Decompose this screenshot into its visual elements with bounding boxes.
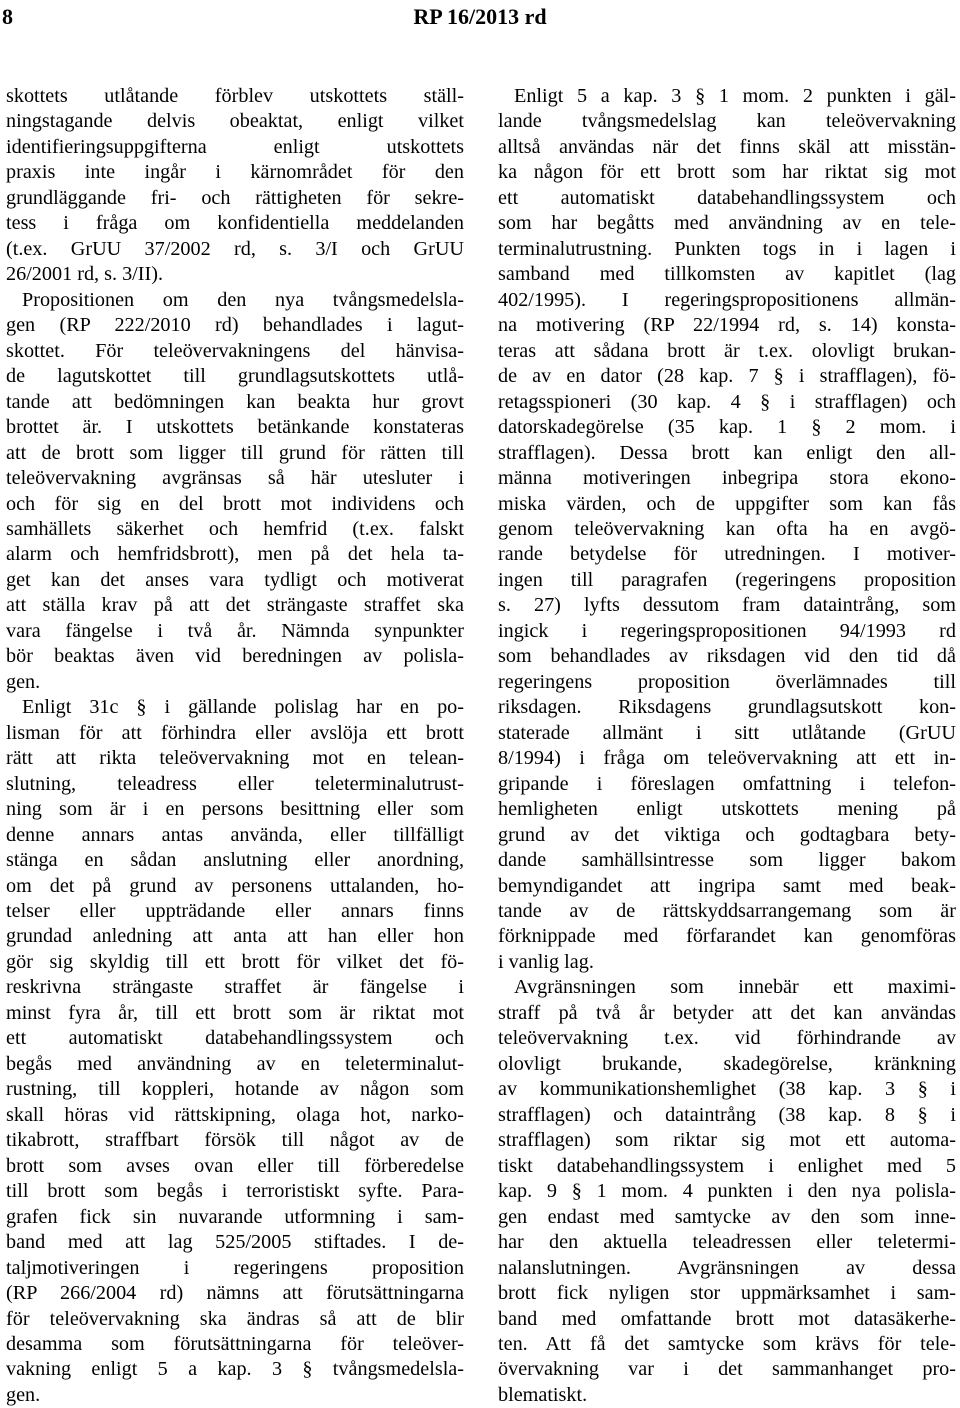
- text-line: tande av de rättskyddsarrangemang som är: [498, 900, 956, 922]
- text-line: blematiskt.: [498, 1383, 588, 1406]
- text-line: get kan det anses vara tydligt och motiverat: [6, 568, 464, 591]
- text-line: Enligt 31c § i gällande polislag har en po-: [22, 696, 464, 719]
- text-line: för teleövervakning ska ändras så att de blir: [6, 1307, 464, 1330]
- text-line: ka någon för ett brott som har riktat sig mot: [498, 161, 956, 184]
- text-line: desamma som förutsättningarna för teleöver-: [6, 1332, 464, 1355]
- text-line: bör beaktas även vid beredningen av polisla-: [6, 645, 464, 668]
- text-line: grafen fick sin nuvarande utformning i sam-: [6, 1205, 464, 1228]
- text-line: ett automatiskt databehandlingssystem och: [6, 1027, 464, 1050]
- text-line: vara fängelse i två år. Nämnda synpunkter: [6, 619, 464, 642]
- text-line: kap. 9 § 1 mom. 4 punkten i den nya polisla-: [498, 1180, 956, 1203]
- text-line: alltså användas när det finns skäl att misstän-: [498, 135, 956, 158]
- text-line: staterade allmänt i sitt utlåtande (GrUU: [498, 721, 956, 744]
- text-line: strafflagen). Dessa brott kan enligt den all-: [498, 441, 956, 464]
- text-line: samhällets säkerhet och hemfrid (t.ex. falskt: [6, 517, 464, 540]
- text-line: gör sig skyldig till ett brott för vilket det fö-: [6, 950, 464, 973]
- text-line: om det på grund av personens uttalanden, ho-: [6, 874, 464, 897]
- text-line: gen.: [6, 1383, 41, 1406]
- text-line: terminalutrustning. Punkten togs in i lagen i: [498, 237, 956, 260]
- text-line: straff på två år betyder att det kan användas: [498, 1001, 956, 1024]
- text-line: brottet är. I utskottets betänkande konstateras: [6, 416, 464, 439]
- text-line: rande betydelse för utredningen. I motiver-: [498, 543, 956, 566]
- text-line: rustning, till koppleri, hotande av någon som: [6, 1078, 464, 1101]
- text-line: begås med användning av en teleterminalut-: [6, 1052, 464, 1075]
- text-line: identifieringsuppgifterna enligt utskottets: [6, 135, 464, 158]
- text-line: tess i fråga om konfidentiella meddelanden: [6, 212, 464, 235]
- text-line: har den aktuella teleadressen eller teletermi-: [498, 1231, 956, 1254]
- text-line: lisman för att förhindra eller avslöja ett brott: [6, 721, 464, 744]
- text-line: s. 27) lyfts dessutom fram dataintrång, som: [498, 594, 956, 617]
- text-line: ett automatiskt databehandlingssystem och: [498, 186, 956, 209]
- text-line: grundläggande fri- och rättigheten för sekre-: [6, 186, 464, 209]
- text-line: att ställa krav på att det strängaste straffet ska: [6, 594, 464, 617]
- text-line: övervakning var i det sammanhanget pro-: [498, 1358, 956, 1381]
- text-line: Propositionen om den nya tvångsmedelsla-: [22, 288, 464, 311]
- text-line: i vanlig lag.: [498, 950, 594, 973]
- text-line: brott fick nyligen stor uppmärksamhet i sam-: [498, 1282, 956, 1305]
- text-line: och för sig en del brott mot individens och: [6, 492, 464, 515]
- text-line: männa motiveringen inbegripa stora ekono-: [498, 467, 956, 490]
- text-line: taljmotiveringen i regeringens proposition: [6, 1256, 464, 1279]
- text-line: brott som avses ovan eller till förberedelse: [6, 1154, 464, 1177]
- text-line: retagsspioneri (30 kap. 4 § i strafflagen) och: [498, 390, 956, 413]
- text-line: samband med tillkomsten av kapitlet (lag: [498, 263, 956, 286]
- text-line: alarm och hemfridsbrott), men på det hela ta-: [6, 543, 464, 566]
- right-text-column: [498, 84, 956, 1408]
- text-line: denne annars antas använda, eller tillfälligt: [6, 823, 464, 846]
- text-line: ingen till paragrafen (regeringens proposition: [498, 568, 956, 591]
- text-line: na motivering (RP 22/1994 rd, s. 14) konsta-: [498, 314, 956, 337]
- text-line: ning som är i en persons besittning eller som: [6, 798, 464, 821]
- text-line: (t.ex. GrUU 37/2002 rd, s. 3/I och GrUU: [6, 237, 464, 260]
- text-line: vakning enligt 5 a kap. 3 § tvångsmedelsla-: [6, 1358, 464, 1381]
- text-line: riksdagen. Riksdagens grundlagsutskott kon-: [498, 696, 956, 719]
- text-line: gen.: [6, 670, 41, 693]
- text-line: gen endast med samtycke av den som inne-: [498, 1205, 956, 1228]
- text-line: Avgränsningen som innebär ett maximi-: [514, 976, 956, 999]
- text-line: miska värden, och de uppgifter som kan fås: [498, 492, 956, 515]
- text-line: teleövervakning t.ex. vid förhindrande av: [498, 1027, 956, 1050]
- text-line: gripande i föreslagen omfattning i telefon-: [498, 772, 956, 795]
- text-line: band med att lag 525/2005 stiftades. I de-: [6, 1231, 464, 1254]
- text-line: hemligheten enligt utskottets mening på: [498, 798, 956, 821]
- text-line: strafflagen) som riktar sig mot ett automa-: [498, 1129, 956, 1152]
- text-line: skottets utlåtande förblev utskottets ställ-: [6, 85, 464, 107]
- text-line: ten. Att få det samtycke som krävs för tele-: [498, 1332, 956, 1355]
- text-line: lande tvångsmedelslag kan teleövervakning: [498, 110, 956, 133]
- text-line: bemyndigandet att ingripa samt med beak-: [498, 874, 956, 897]
- text-line: nalanslutningen. Avgränsningen av dessa: [498, 1256, 956, 1279]
- text-line: (RP 266/2004 rd) nämns att förutsättningarna: [6, 1282, 464, 1305]
- text-line: strafflagen) och dataintrång (38 kap. 8 § i: [498, 1103, 956, 1126]
- text-line: tikabrott, straffbart försök till något av de: [6, 1129, 464, 1152]
- text-line: Enligt 5 a kap. 3 § 1 mom. 2 punkten i gäl-: [514, 85, 956, 107]
- text-line: av kommunikationshemlighet (38 kap. 3 § i: [498, 1078, 956, 1101]
- text-line: som behandlades av riksdagen vid den tid då: [498, 645, 956, 668]
- text-line: telser eller uppträdande eller annars finns: [6, 900, 464, 922]
- text-line: rätt att rikta teleövervakning mot en telean-: [6, 747, 464, 770]
- page-header: [0, 0, 960, 40]
- text-line: grund av det viktiga och godtagbara bety-: [498, 823, 956, 846]
- text-line: förknippade med förfarandet kan genomföras: [498, 925, 956, 948]
- text-line: minst fyra år, till ett brott som är riktat mot: [6, 1001, 464, 1024]
- text-line: band med omfattande brott mot datasäkerhe-: [498, 1307, 956, 1330]
- text-line: stänga en sådan anslutning eller anordning,: [6, 849, 464, 872]
- left-text-column: [6, 84, 464, 1408]
- text-line: teleövervakning avgränsas så här utesluter i: [6, 467, 464, 490]
- text-line: tande att bedömningen kan beakta hur grovt: [6, 390, 464, 413]
- text-line: teras att sådana brott är t.ex. olovligt brukan-: [498, 339, 956, 362]
- text-line: ingick i regeringspropositionen 94/1993 rd: [498, 619, 956, 642]
- text-line: olovligt brukande, skadegörelse, kränkning: [498, 1052, 956, 1075]
- text-line: ningstagande delvis obeaktat, enligt vilket: [6, 110, 464, 133]
- text-line: till brott som begås i terroristiskt syfte. Para-: [6, 1180, 464, 1203]
- text-line: att de brott som ligger till grund för rätten till: [6, 441, 464, 464]
- text-line: som har begåtts med användning av en tele-: [498, 212, 956, 235]
- text-line: datorskadegörelse (35 kap. 1 § 2 mom. i: [498, 416, 956, 439]
- text-line: 26/2001 rd, s. 3/II).: [6, 263, 163, 286]
- text-line: 402/1995). I regeringspropositionens allmän-: [498, 288, 956, 311]
- text-line: praxis inte ingår i kärnområdet för den: [6, 161, 464, 184]
- text-line: gen (RP 222/2010 rd) behandlades i lagut-: [6, 314, 464, 337]
- text-line: dande samhällsintresse som ligger bakom: [498, 849, 956, 872]
- text-line: de lagutskottet till grundlagsutskottets utlå-: [6, 365, 464, 388]
- text-line: de av en dator (28 kap. 7 § i strafflagen), fö-: [498, 365, 956, 388]
- text-line: genom teleövervakning kan ofta ha en avgö-: [498, 517, 956, 540]
- text-line: 8/1994) i fråga om teleövervakning att ett in-: [498, 747, 956, 770]
- text-line: skottet. För teleövervakningens del hänvisa-: [6, 339, 464, 362]
- document-id: RP 16/2013 rd: [413, 4, 547, 29]
- text-line: reskrivna strängaste straffet är fängelse i: [6, 976, 464, 999]
- text-line: tiskt databehandlingssystem i enlighet med 5: [498, 1154, 956, 1177]
- text-line: skall höras vid rättskipning, olaga hot, narko-: [6, 1103, 464, 1126]
- text-line: regeringens proposition överlämnades till: [498, 670, 956, 693]
- page-number: 8: [2, 4, 13, 29]
- text-line: slutning, teleadress eller teleterminalutrust-: [6, 772, 464, 795]
- text-line: grundad anledning att anta att han eller hon: [6, 925, 464, 948]
